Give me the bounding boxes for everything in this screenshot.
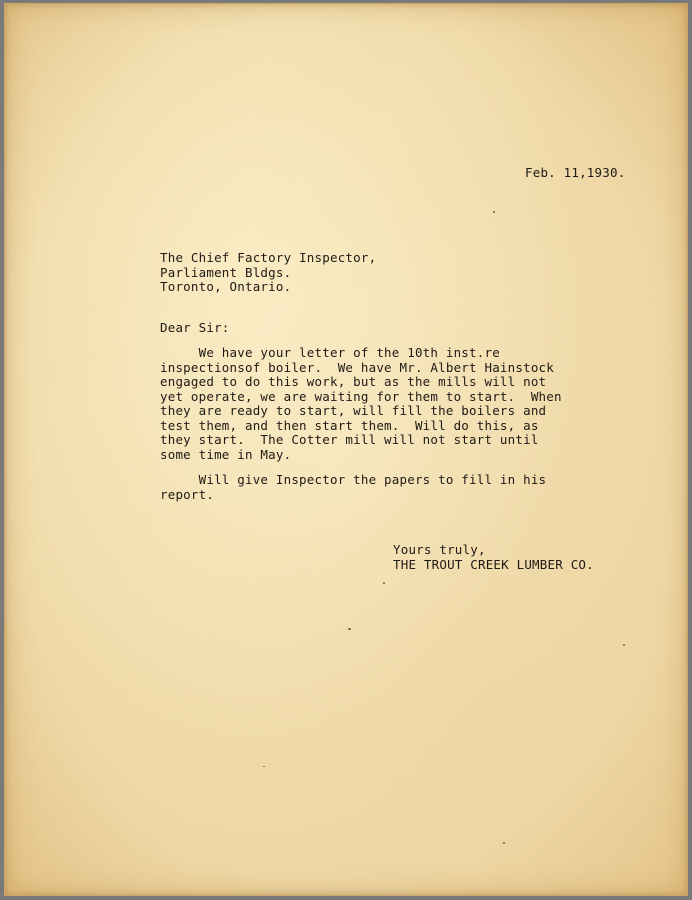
paper-speck [263,766,265,767]
recipient-line: The Chief Factory Inspector, [160,250,377,265]
recipient-line: Toronto, Ontario. [160,279,292,294]
letter-date: Feb. 11,1930. [525,165,626,180]
body-paragraph-1 [160,346,562,462]
letter-page [4,3,688,896]
body-paragraph-2 [160,473,546,502]
body-line: engaged to do this work, but as the mills will not [160,374,547,389]
paper-speck [348,628,351,630]
paper-speck [503,842,505,844]
body-line: some time in May. [160,446,292,462]
closing-signature [393,543,594,572]
paper-speck [383,582,385,584]
body-line: We have your letter of the 10th inst.re [160,345,500,360]
body-line: test them, and then start them. Will do this, as [160,417,539,433]
paper-speck [493,211,495,213]
salutation: Dear Sir: [160,320,230,335]
recipient-line: Parliament Bldgs. [160,264,292,280]
body-line: report. [160,486,215,502]
body-line: they are ready to start, will fill the boilers and [160,403,547,418]
body-line: yet operate, we are waiting for them to start. When [160,388,562,404]
closing-line: Yours truly, [393,542,486,557]
body-line: Will give Inspector the papers to fill in his [160,472,547,487]
body-line: they start. The Cotter mill will not start until [160,432,539,447]
body-line: inspectionsof boiler. We have Mr. Albert Hainstock [160,359,555,375]
paper-speck [623,644,625,646]
recipient-address [160,251,376,295]
company-name: THE TROUT CREEK LUMBER CO. [393,556,594,572]
